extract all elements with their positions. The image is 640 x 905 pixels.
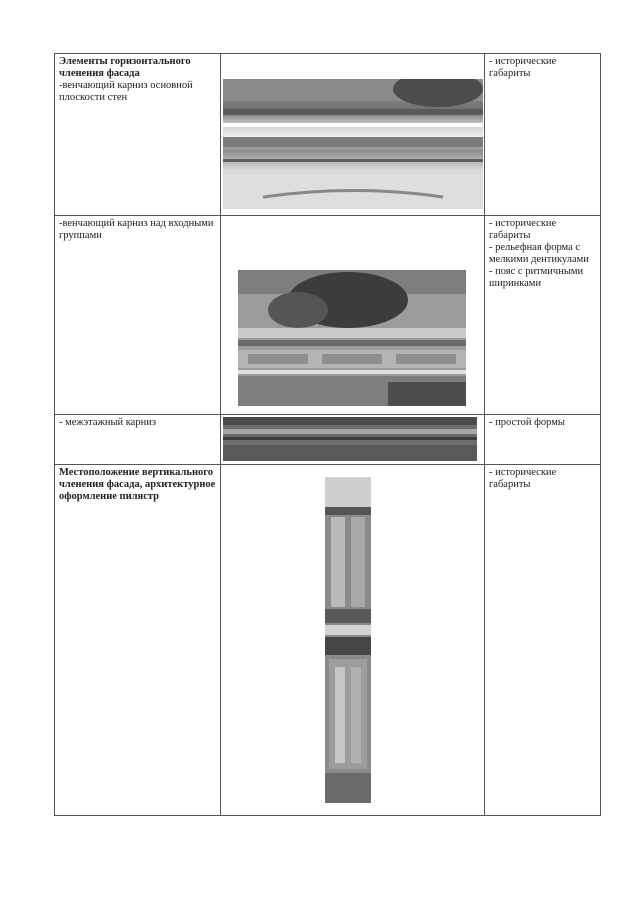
table-row	[55, 54, 601, 216]
characteristic: - пояс с ритмичными ширинками	[489, 266, 584, 289]
section-heading: Местоположение вертикального членения фасада, архитектурное оформление пилястр	[59, 467, 216, 502]
row-description	[55, 415, 221, 465]
facade-elements-table	[54, 53, 601, 816]
characteristic: - исторические габариты	[489, 218, 557, 241]
characteristic: - исторические габариты	[489, 56, 557, 79]
characteristic: - рельефная форма с мелкими дентикулами	[489, 242, 589, 265]
section-heading: Элементы горизонтального членения фасада	[59, 56, 191, 79]
photo-cell	[221, 465, 485, 816]
table-row	[55, 465, 601, 816]
photo-cell	[221, 216, 485, 415]
row-characteristics	[485, 465, 601, 816]
row-description	[55, 465, 221, 816]
table-row	[55, 216, 601, 415]
characteristic: - простой формы	[489, 417, 565, 428]
entrance-cornice-photo	[238, 270, 466, 406]
main-cornice-photo	[223, 79, 483, 209]
element-name: -венчающий карниз над входными группами	[59, 218, 214, 241]
row-description	[55, 54, 221, 216]
row-description	[55, 216, 221, 415]
photo-cell	[221, 54, 485, 216]
element-name: - межэтажный карниз	[59, 417, 156, 428]
table-row	[55, 415, 601, 465]
element-name: -венчающий карниз основной плоскости стен	[59, 80, 193, 103]
pilaster-photo	[325, 477, 371, 803]
row-characteristics	[485, 54, 601, 216]
photo-cell	[221, 415, 485, 465]
row-characteristics	[485, 415, 601, 465]
interfloor-cornice-photo	[223, 417, 477, 461]
characteristic: - исторические габариты	[489, 467, 557, 490]
row-characteristics	[485, 216, 601, 415]
